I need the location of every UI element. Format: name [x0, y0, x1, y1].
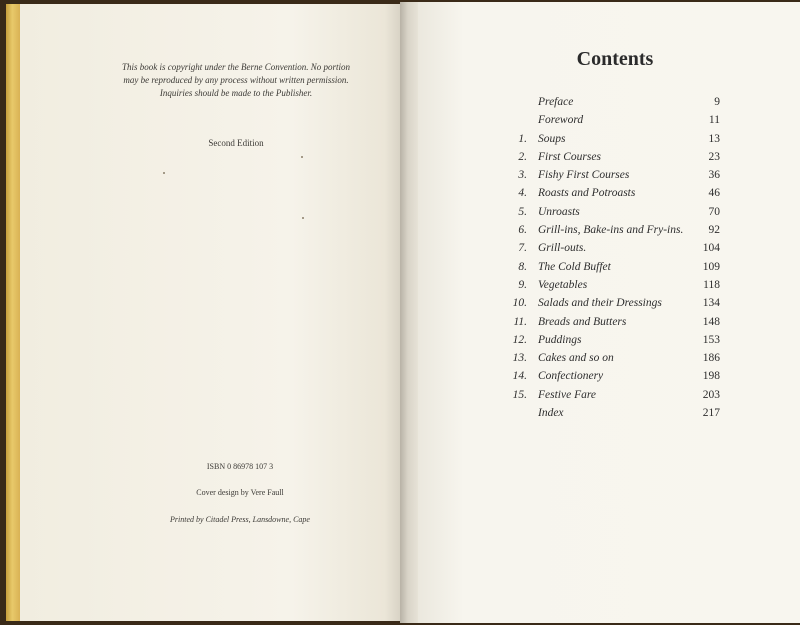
toc-entry-number: 1. [518, 132, 527, 145]
toc-entry-page: 134 [702, 297, 720, 310]
contents-heading: Contents [576, 48, 654, 70]
toc-entry-page: 13 [708, 132, 720, 145]
toc-entry-page: 148 [702, 315, 720, 328]
toc-entry [500, 389, 730, 407]
edition-label: Second Edition [208, 138, 264, 148]
toc-entry-title: The Cold Buffet [538, 260, 611, 273]
toc-entry [500, 334, 730, 352]
toc-entry-page: 203 [702, 388, 720, 401]
paper-speck [302, 217, 304, 219]
isbn-line: ISBN 0 86978 107 3 [206, 462, 274, 471]
toc-entry-title: Fishy First Courses [538, 169, 630, 182]
toc-entry-page: 46 [708, 187, 720, 200]
toc-entry [500, 297, 730, 315]
toc-entry-page: 23 [708, 150, 720, 163]
toc-entry-number: 8. [518, 260, 527, 273]
toc-entry-number: 13. [512, 352, 527, 365]
toc-entry-title: Roasts and Potroasts [538, 187, 636, 200]
toc-entry-page: 92 [708, 224, 720, 237]
toc-entry-page: 104 [702, 242, 720, 255]
toc-entry-page: 118 [703, 278, 720, 291]
toc-entry-number: 10. [512, 297, 527, 310]
toc-entry [500, 261, 730, 279]
toc-entry-page: 186 [702, 352, 720, 365]
toc-entry-title: Grill-outs. [538, 242, 587, 255]
toc-entry-title: Foreword [538, 114, 584, 127]
toc-entry-number: 14. [512, 370, 527, 383]
toc-entry-number: 5. [518, 205, 527, 218]
toc-entry-number: 2. [518, 150, 527, 163]
toc-entry-number: 6. [518, 224, 527, 237]
toc-entry-page: 9 [714, 96, 720, 108]
table-of-contents [500, 96, 730, 425]
toc-entry [500, 133, 730, 151]
toc-entry [500, 96, 730, 114]
toc-entry-title: Puddings [538, 333, 582, 346]
toc-entry-number: 15. [512, 388, 527, 401]
toc-entry [500, 169, 730, 187]
toc-entry-page: 11 [708, 114, 720, 127]
printer-credit: Printed by Citadel Press, Lansdowne, Cape [170, 515, 310, 524]
toc-entry [500, 407, 730, 425]
toc-entry-title: Unroasts [538, 205, 580, 218]
toc-entry-title: Preface [538, 96, 574, 108]
toc-entry [500, 114, 730, 132]
toc-entry-title: Soups [538, 132, 566, 145]
toc-entry-title: Breads and Butters [538, 315, 627, 328]
toc-entry [500, 242, 730, 260]
toc-entry [500, 224, 730, 242]
toc-entry-number: 11. [513, 315, 527, 328]
left-page [20, 4, 408, 621]
toc-entry [500, 370, 730, 388]
toc-entry-page: 70 [708, 205, 720, 218]
toc-entry-title: Salads and their Dressings [538, 297, 662, 310]
toc-entry-number: 9. [518, 278, 527, 291]
toc-entry-page: 109 [702, 260, 720, 273]
toc-entry-number: 4. [518, 187, 527, 200]
toc-entry-page: 36 [708, 169, 720, 182]
toc-entry [500, 279, 730, 297]
toc-entry-title: Grill-ins, Bake-ins and Fry-ins. [538, 224, 684, 237]
toc-entry [500, 316, 730, 334]
toc-entry-title: Cakes and so on [538, 352, 614, 365]
toc-entry [500, 206, 730, 224]
toc-entry-page: 153 [702, 333, 720, 346]
book-cover-edge [6, 4, 20, 621]
toc-entry-number: 7. [518, 242, 527, 255]
paper-speck [301, 156, 303, 158]
toc-entry-title: First Courses [538, 150, 601, 163]
toc-entry-number: 12. [512, 333, 527, 346]
paper-speck [163, 172, 165, 174]
toc-entry-title: Vegetables [538, 278, 588, 291]
cover-design-credit: Cover design by Vere Faull [196, 488, 284, 497]
copyright-notice: This book is copyright under the Berne Convention. No portion may be reproduced by any process without written permission. Inquiries should be made to the Publisher. [122, 62, 350, 98]
toc-entry [500, 187, 730, 205]
toc-entry-title: Index [538, 407, 564, 420]
toc-entry-title: Festive Fare [538, 388, 597, 401]
toc-entry [500, 352, 730, 370]
toc-entry-page: 198 [702, 370, 720, 383]
toc-entry-page: 217 [702, 407, 720, 420]
toc-entry-number: 3. [518, 169, 527, 182]
toc-entry-title: Confectionery [538, 370, 604, 383]
toc-entry [500, 151, 730, 169]
book-gutter [400, 2, 420, 623]
